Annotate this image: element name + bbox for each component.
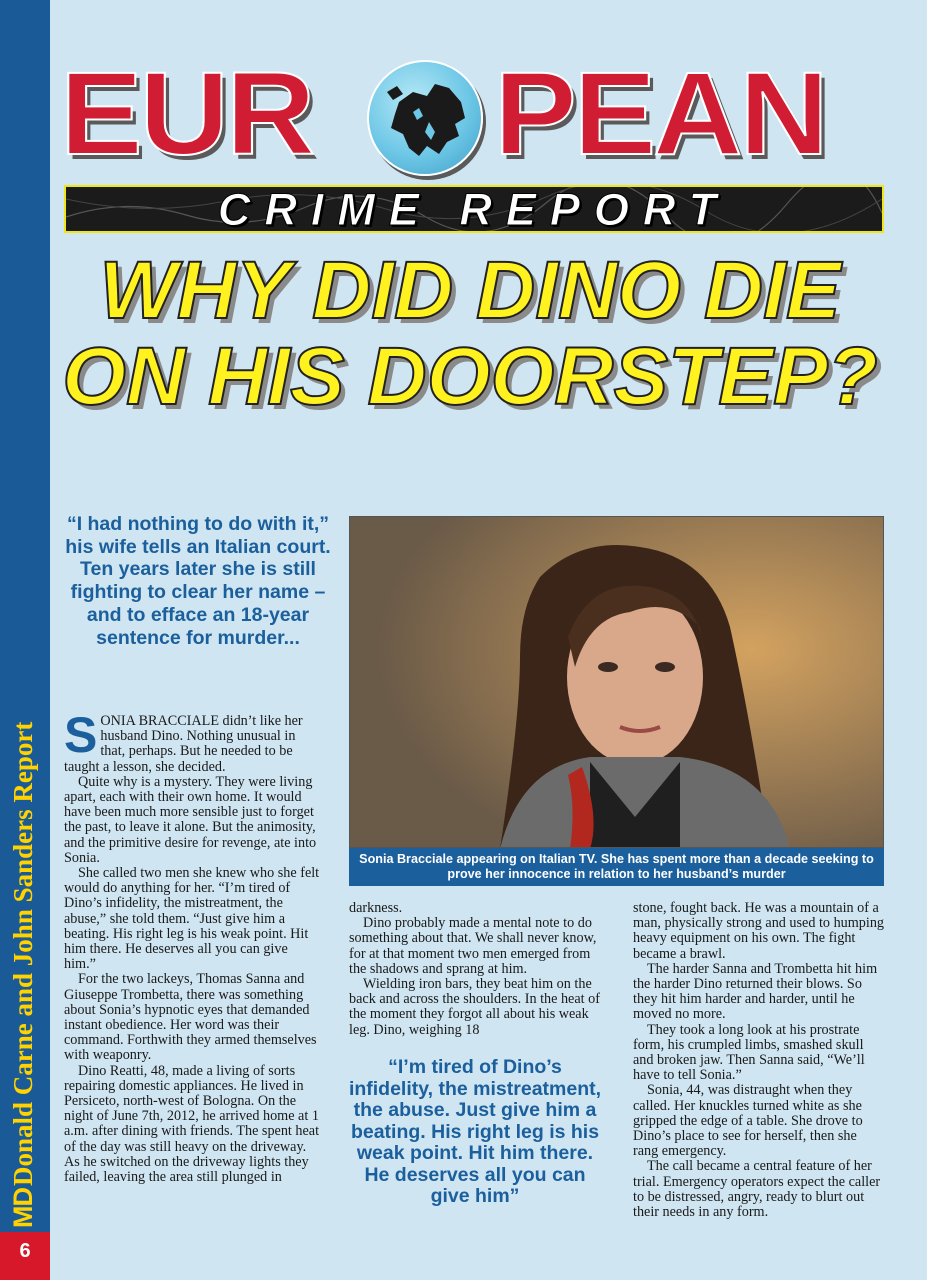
article-paragraph: She called two men she knew who she felt would do anything for her. “I’m tired of Dino’s infidelity, the mistreatment, the abuse,” she told them. “Just give him a beating. His right leg is his weak point. Hit him there. He deserves all you can give him.” [64, 865, 320, 973]
drop-cap: S [64, 707, 98, 763]
crime-report-banner [64, 185, 884, 233]
article-paragraph: For the two lackeys, Thomas Sanna and Giuseppe Trombetta, there was something about Sonia’s hypnotic eyes that demanded instant obedience. Her word was their command. Forthwith they armed themselves with weaponry. [64, 971, 317, 1064]
article-column-2 [349, 901, 601, 1038]
article-column-3 [633, 901, 885, 1220]
photo-caption: Sonia Bracciale appearing on Italian TV. She has spent more than a decade seeking to prove her innocence in relation to her husband’s murder [349, 848, 884, 886]
europe-globe-icon [367, 60, 483, 176]
article-paragraph: Sonia, 44, was distraught when they called. Her knuckles turned white as she gripped the edge of a table. She drove to Dino’s place to see for herself, then she rang emergency. [633, 1082, 863, 1160]
article-paragraph: darkness. [349, 900, 403, 916]
article-paragraph: The call became a central feature of her trial. Emergency operators expect the caller to be distressed, angry, ready to blurt out their needs in any form. [633, 1158, 881, 1221]
page-number: 6 [19, 1240, 31, 1262]
headline: WHY DID DINO DIE ON HIS DOORSTEP? [62, 245, 878, 422]
article-paragraph: The harder Sanna and Trombetta hit him the harder Dino returned their blows. So they hit him harder and harder, until he moved no more. [633, 960, 878, 1023]
masthead-title-left: EUR [60, 48, 313, 180]
sidebar-byline: Donald Carne and John Sanders Report [8, 721, 38, 1186]
article-paragraph: stone, fought back. He was a mountain of a man, physically strong and used to humping heavy equipment on his own. The fight became a brawl. [633, 900, 885, 962]
article-paragraph: Quite why is a mystery. They were living apart, each with their own home. It would have been much more sensible just to forget the past, to leave it alone. But the animosity, and the primitive desire for revenge, ate into Sonia. [64, 773, 317, 866]
brand-logo-md: MD [8, 1188, 38, 1228]
article-column-1 [64, 707, 322, 1186]
article-paragraph: SONIA BRACCIALE didn’t like her husband Dino. Nothing unusual in that, perhaps. But he needed to be taught a lesson, she decided. [64, 707, 303, 775]
standfirst: “I had nothing to do with it,” his wife tells an Italian court. Ten years later she is still fighting to clear her name – and to efface an 18-year sentence for murder... [65, 513, 331, 649]
article-paragraph: Wielding iron bars, they beat him on the back and across the shoulders. In the heat of the moment they forgot all about his weak leg. Dino, weighing 18 [349, 976, 600, 1038]
masthead [60, 48, 888, 180]
pull-quote: “I’m tired of Dino’s infidelity, the mistreatment, the abuse. Just give him a beating. His right leg is his weak point. Hit him there. He deserves all you can give him” [348, 1056, 602, 1207]
article-paragraph: They took a long look at his prostrate form, his crumpled limbs, smashed skull and broken jaw. Then Sanna said, “We’ll have to tell Sonia.” [633, 1021, 865, 1084]
photo-sonia-bracciale [349, 516, 884, 848]
article-paragraph: Dino probably made a mental note to do something about that. We shall never know, for at that moment two men emerged from the shadows and sprang at him. [349, 915, 597, 977]
masthead-title-right: PEAN [494, 48, 826, 180]
article-paragraph: Dino Reatti, 48, made a living of sorts repairing domestic appliances. He lived in Persiceto, north-west of Bologna. On the night of June 7th, 2012, he arrived home at 1 a.m. after dining with friends. The spent heat of the day was still heavy on the driveway. As he switched on the driveway lights they failed, leaving the area still plunged in [64, 1062, 320, 1186]
crime-report-subtitle: CRIME REPORT [217, 185, 731, 233]
